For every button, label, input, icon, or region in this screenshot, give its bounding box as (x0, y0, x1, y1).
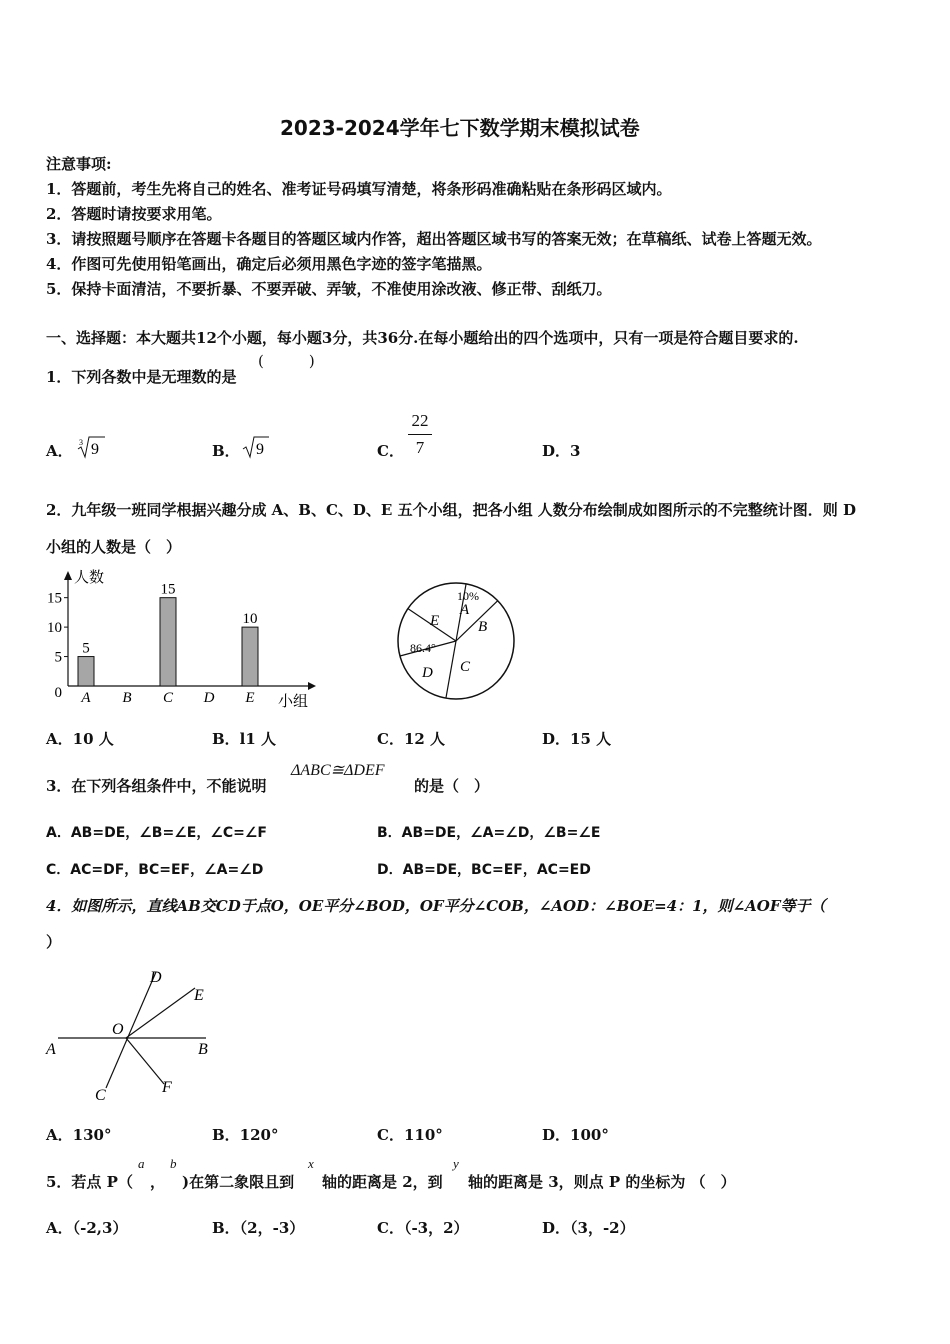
q3-option-d: D．AB=DE，BC=EF，AC=ED (377, 862, 591, 878)
q5-option-d: D．（3，-2） (542, 1219, 635, 1237)
pie-label-a: A (460, 602, 470, 618)
q3-option-b: B．AB=DE，∠A=∠D，∠B=∠E (377, 825, 601, 841)
y-axis-label: 人数 (74, 570, 105, 586)
ray-of (126, 1038, 164, 1084)
category-label-d: D (203, 690, 215, 706)
pie-annotation-percent: 10% (457, 589, 479, 603)
label-a: A (46, 1041, 56, 1058)
data-label-c: 15 (160, 581, 176, 598)
q5-var-a: a (138, 1156, 145, 1171)
y-axis-arrow-icon (64, 571, 72, 580)
q3-math: ΔABC≅ΔDEF (291, 762, 385, 779)
label-e: E (194, 987, 204, 1004)
notice-item-1: 1．答题前，考生先将自己的姓名、准考证号码填写清楚，将条形码准确粘贴在条形码区域内。 (46, 180, 672, 198)
q1-option-a-math (76, 434, 106, 464)
q5-stem-c: 轴的距离是 2，到 (322, 1173, 443, 1191)
pie-label-b: B (478, 619, 488, 635)
y-tick-label: 15 (47, 590, 62, 607)
pie-annotation-angle: 86.4° (410, 641, 436, 655)
q1-option-c-label: C． (377, 442, 404, 460)
notice-heading: 注意事项: (46, 155, 112, 173)
q1-option-a-label: A． (46, 442, 73, 460)
data-label-a: 5 (82, 640, 90, 657)
q1-option-b-label: B． (212, 442, 240, 460)
bar-e (242, 627, 258, 686)
fraction-bar (408, 434, 432, 435)
page-title: 2023-2024学年七下数学期末模拟试卷 (280, 116, 640, 140)
bar-chart (40, 566, 330, 716)
square-root-icon (242, 434, 270, 460)
y-tick-label: 10 (47, 620, 62, 637)
q3-option-a: A．AB=DE，∠B=∠E，∠C=∠F (46, 825, 267, 841)
category-label-a: A (81, 690, 91, 706)
q4-stem-line2: ） (46, 933, 62, 951)
label-f: F (162, 1079, 172, 1096)
q2-option-c: C．12 人 (377, 730, 446, 748)
q3-stem-tail: 的是（ ） (414, 777, 490, 795)
q5-stem-b: )在第二象限且到 (182, 1173, 295, 1191)
q2-stem-line1: 2．九年级一班同学根据兴趣分成 A、B、C、D、E 五个小组，把各小组 人数分布绘制成如图所示的不完整统计图．则 D (46, 501, 857, 519)
q1-a-index: 3 (79, 438, 83, 447)
q1-c-denominator: 7 (415, 438, 425, 457)
q1-option-d: D．3 (542, 442, 581, 460)
pie-label-c: C (460, 659, 471, 675)
q4-option-d: D．100° (542, 1126, 609, 1144)
label-b: B (198, 1041, 208, 1058)
q4-option-a: A．130° (46, 1126, 112, 1144)
q4-figure (40, 962, 220, 1102)
label-d: D (150, 969, 162, 986)
q1-stem: 1．下列各数中是无理数的是 (46, 368, 237, 386)
category-label-c: C (162, 690, 174, 706)
q3-stem: 3．在下列各组条件中，不能说明 (46, 777, 267, 795)
label-o: O (112, 1021, 124, 1038)
q4-stem-line1: 4．如图所示，直线AB交CD于点O，OE平分∠BOD，OF平分∠COB，∠AOD：∠BOE=4：1，则∠AOF等于（ (46, 897, 826, 915)
q2-stem-line2: 小组的人数是（ ） (46, 538, 182, 556)
x-axis-arrow-icon (308, 682, 316, 690)
q5-stem-d: 轴的距离是 3，则点 P 的坐标为 （ ） (468, 1173, 736, 1191)
label-c: C (95, 1087, 106, 1102)
q5-stem-a: 5．若点 P（ (46, 1173, 133, 1191)
pie-chart (390, 575, 522, 707)
cube-root-icon (76, 434, 106, 460)
q4-option-c: C．110° (377, 1126, 443, 1144)
q5-option-a: A．（-2,3） (46, 1219, 128, 1237)
q4-option-b: B．120° (212, 1126, 279, 1144)
q1-a-radicand: 9 (91, 441, 99, 458)
x-axis-label: 小组 (278, 694, 309, 710)
notice-item-5: 5．保持卡面清洁，不要折暴、不要弄破、弄皱，不准使用涂改液、修正带、刮纸刀。 (46, 280, 612, 298)
q1-paren: ( ) (258, 352, 315, 370)
q5-comma: ， (150, 1173, 166, 1191)
q5-var-b: b (170, 1156, 177, 1171)
y-tick-label: 5 (54, 649, 62, 666)
q2-option-d: D．15 人 (542, 730, 612, 748)
q3-option-c: C．AC=DF，BC=EF，∠A=∠D (46, 862, 264, 878)
q1-b-radicand: 9 (256, 441, 264, 458)
q1-c-numerator: 22 (411, 411, 429, 430)
q5-option-c: C．（-3，2） (377, 1219, 469, 1237)
q5-var-y: y (453, 1156, 459, 1171)
notice-item-2: 2．答题时请按要求用笔。 (46, 205, 222, 223)
notice-item-3: 3．请按照题号顺序在答题卡各题目的答题区域内作答，超出答题区域书写的答案无效；在草稿纸、试卷上答题无效。 (46, 230, 822, 248)
q2-option-a: A．10 人 (46, 730, 114, 748)
category-label-b: B (122, 690, 132, 706)
q2-option-b: B．l1 人 (212, 730, 277, 748)
q1-option-b-math (242, 434, 270, 464)
section-heading: 一、选择题：本大题共12个小题，每小题3分，共36分.在每小题给出的四个选项中，只有一项是符合题目要求的. (46, 329, 799, 347)
data-label-e: 10 (242, 611, 258, 628)
ray-oe (126, 988, 195, 1038)
bar-c (160, 598, 176, 686)
pie-label-e: E (430, 613, 440, 629)
y-tick-label: 0 (54, 685, 62, 701)
pie-label-d: D (422, 665, 433, 681)
notice-item-4: 4．作图可先使用铅笔画出，确定后必须用黑色字迹的签字笔描黑。 (46, 255, 492, 273)
category-label-e: E (245, 690, 255, 706)
q5-var-x: x (308, 1156, 314, 1171)
bar-a (78, 657, 94, 686)
q5-option-b: B．（2，-3） (212, 1219, 305, 1237)
